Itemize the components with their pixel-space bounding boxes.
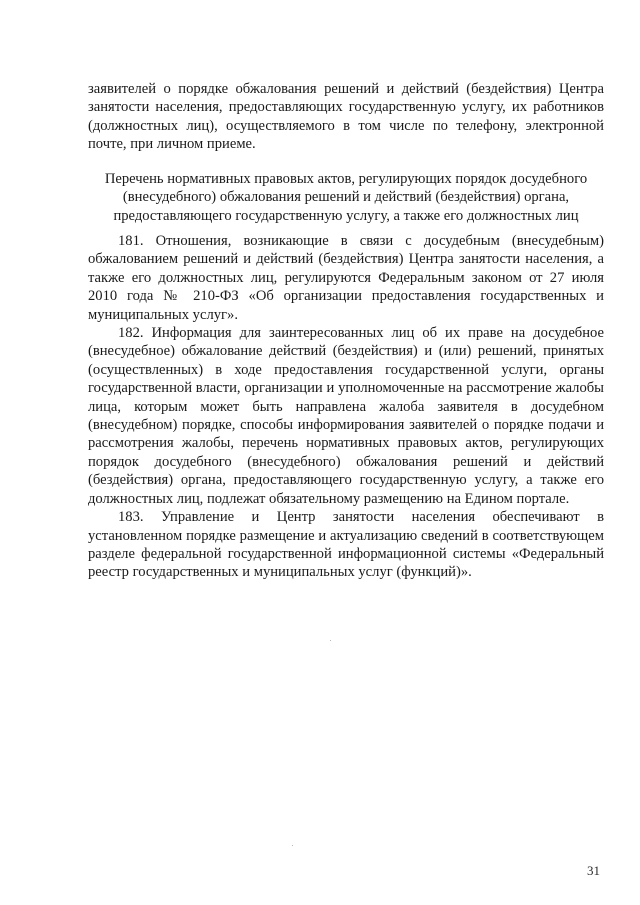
paragraph-183: 183. Управление и Центр занятости населения обеспечивают в установленном порядке размещение и актуализацию сведений в соответствующем разделе федеральной государственной информационной системы «Федеральный реестр государственных и муниципальных услуг (функций)». <box>88 509 604 581</box>
section-heading <box>88 170 604 225</box>
intro-text: заявителей о порядке обжалования решений и действий (бездействия) Центра занятости населения, предоставляющих государственную услугу, их работников (должностных лиц), осуществляемого в том числе по телефону, электронной почте, при личном приеме. <box>88 81 604 153</box>
body-paragraphs <box>88 232 604 582</box>
section-heading-line-1: Перечень нормативных правовых актов, регулирующих порядок досудебного <box>104 171 588 187</box>
section-heading-line-2: (внесудебного) обжалования решений и действий (бездействия) органа, <box>122 189 570 206</box>
section-heading-line-3: предоставляющего государственную услугу, а также его должностных лиц <box>113 207 579 224</box>
intro-paragraph <box>88 80 604 154</box>
page-number: 31 <box>587 863 600 878</box>
scan-speck <box>330 640 331 641</box>
paragraph-181: 181. Отношения, возникающие в связи с досудебным (внесудебным) обжалованием решений и действий (бездействия) Центра занятости населения, а также его должностных лиц, регулируются Федеральным законом от 27 июля 2010 года № 210-ФЗ «Об организации предоставления государственных и муниципальных услуг». <box>88 233 604 323</box>
scan-speck <box>292 845 293 846</box>
paragraph-182: 182. Информация для заинтересованных лиц об их праве на досудебное (внесудебное) обжалование действий (бездействия) и (или) решений, принятых (осуществленных) в ходе предоставления государственной услуги, органы государственной власти, организации и уполномоченные на рассмотрение жалобы лица, которым может быть направлена жалоба заявителя в досудебном (внесудебном) порядке, способы информирования заявителей о порядке подачи и рассмотрения жалобы, перечень нормативных правовых актов, регулирующих порядок досудебного (внесудебного) обжалования решений и действий (бездействия) органа, предоставляющего государственную услугу, а также его должностных лиц, подлежат обязательному размещению на Едином портале. <box>88 325 604 507</box>
